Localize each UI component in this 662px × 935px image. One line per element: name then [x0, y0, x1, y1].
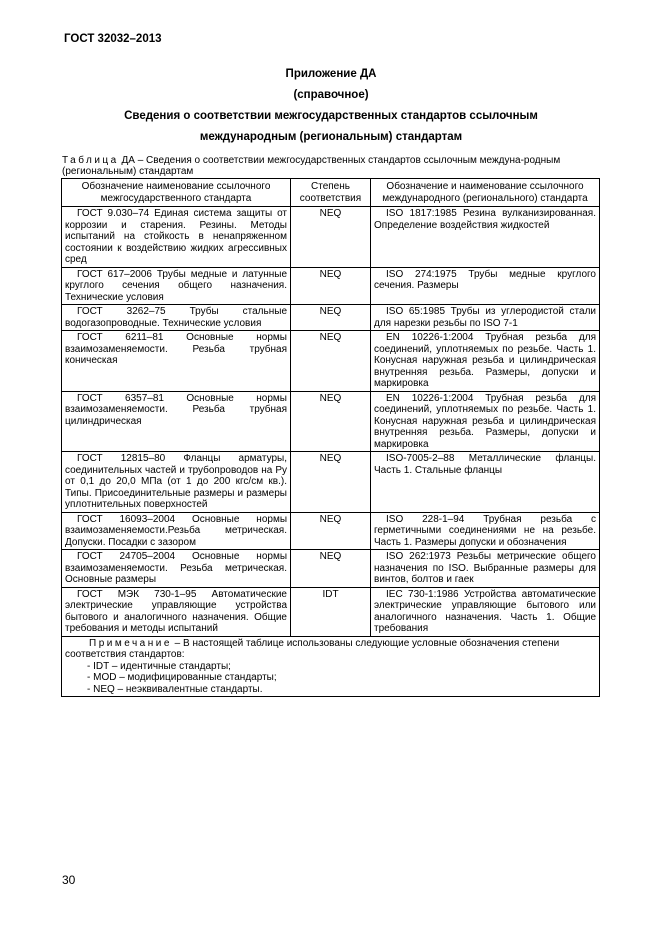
- intl-cell: [371, 550, 600, 588]
- table-note: [62, 636, 600, 697]
- header-gost: Обозначение наименование ссылочного межгосударственного стандарта: [62, 179, 291, 207]
- note-item-mod: - MOD – модифицированные стандарты;: [87, 672, 277, 683]
- intl-cell: [371, 331, 600, 392]
- table-row: [62, 512, 600, 550]
- document-header: ГОСТ 32032–2013: [64, 33, 162, 45]
- intl-cell: [371, 207, 600, 268]
- table-header-row: [62, 179, 600, 207]
- gost-cell: [62, 391, 291, 452]
- gost-text: ГОСТ 6211–81 Основные нормы взаимозаменяемости. Резьба трубная коническая: [65, 332, 287, 366]
- gost-cell: [62, 550, 291, 588]
- appendix-heading: [0, 64, 662, 148]
- gost-cell: [62, 512, 291, 550]
- note-item-neq: - NEQ – неэквивалентные стандарты.: [87, 683, 263, 695]
- gost-text: ГОСТ 24705–2004 Основные нормы взаимозаменяемости. Резьба метрическая. Основные размеры: [65, 551, 287, 585]
- note-item-idt: - IDT – идентичные стандарты;: [87, 660, 231, 672]
- appendix-subtitle: (справочное): [293, 89, 369, 101]
- gost-text: ГОСТ МЭК 730-1–95 Автоматические электрические управляющие устройства бытового и аналогичного назначения. Общие требования и методы испытаний: [65, 588, 287, 634]
- degree-cell: NEQ: [291, 331, 371, 392]
- intl-text: ISO 65:1985 Трубы из углеродистой стали для нарезки резьбы по ISO 7-1: [374, 306, 596, 329]
- degree-cell: IDT: [291, 587, 371, 636]
- degree-cell: NEQ: [291, 391, 371, 452]
- appendix-heading-line2: международным (региональным) стандартам: [199, 131, 463, 143]
- intl-text: ISO 228-1–94 Трубная резьба с герметичными соединениями не на резьбе. Часть 1. Размеры допуски и обозначения: [374, 513, 596, 548]
- intl-cell: [371, 305, 600, 331]
- degree-cell: NEQ: [291, 512, 371, 550]
- table-row: [62, 587, 600, 636]
- gost-cell: [62, 587, 291, 636]
- table-row: [62, 331, 600, 392]
- table-caption-text: ДА – Сведения о соответствии межгосударственных стандартов ссылочным междуна-родным (региональным) стандартам: [62, 155, 561, 177]
- gost-cell: [62, 331, 291, 392]
- note-label: Примечание: [89, 637, 172, 649]
- table-caption: [62, 155, 602, 177]
- table-row: [62, 207, 600, 268]
- gost-cell: [62, 267, 291, 305]
- table-row: [62, 452, 600, 513]
- gost-text: ГОСТ 617–2006 Трубы медные и латунные круглого сечения общего назначения. Технические условия: [65, 268, 287, 303]
- degree-cell: NEQ: [291, 305, 371, 331]
- note-text: – В настоящей таблице использованы следующие условные обозначения степени соответствия стандартов:: [65, 637, 560, 660]
- intl-text: EN 10226-1:2004 Трубная резьба для соединений, уплотняемых по резьбе. Часть 1. Конусная наружная резьба и цилиндрическая внутренняя резьба. Размеры, допуски и маркировка: [374, 392, 596, 450]
- gost-cell: [62, 207, 291, 268]
- table-row: [62, 550, 600, 588]
- intl-cell: [371, 587, 600, 636]
- table-row: [62, 391, 600, 452]
- intl-text: ISO-7005-2–88 Металлические фланцы. Часть 1. Стальные фланцы: [374, 453, 596, 476]
- gost-cell: [62, 305, 291, 331]
- gost-text: ГОСТ 6357–81 Основные нормы взаимозаменяемости. Резьба трубная цилиндрическая: [65, 392, 287, 427]
- degree-cell: NEQ: [291, 207, 371, 268]
- table-caption-label: Таблица: [62, 155, 119, 166]
- gost-text: ГОСТ 16093–2004 Основные нормы взаимозаменяемости.Резьба метрическая. Допуски. Посадки с зазором: [65, 513, 287, 548]
- appendix-heading-line1: Сведения о соответствии межгосударственных стандартов ссылочным: [124, 110, 538, 122]
- intl-cell: [371, 391, 600, 452]
- intl-cell: [371, 512, 600, 550]
- degree-cell: NEQ: [291, 550, 371, 588]
- intl-text: ISO 1817:1985 Резина вулканизированная. Определение воздействия жидкостей: [374, 208, 596, 231]
- intl-text: IEC 730-1:1986 Устройства автоматические электрические управляющие бытового или аналогичного назначения. Часть 1. Общие требования: [374, 588, 596, 634]
- note-row: [62, 636, 600, 697]
- intl-text: ISO 274:1975 Трубы медные круглого сечения. Размеры: [374, 268, 596, 291]
- page-number: 30: [62, 873, 76, 887]
- degree-cell: NEQ: [291, 452, 371, 513]
- appendix-title: Приложение ДА: [285, 68, 377, 80]
- degree-cell: NEQ: [291, 267, 371, 305]
- header-intl: Обозначение и наименование ссылочного международного (регионального) стандарта: [371, 179, 600, 207]
- table-row: [62, 305, 600, 331]
- intl-text: EN 10226-1:2004 Трубная резьба для соединений, уплотняемых по резьбе. Часть 1. Конусная наружная резьба и цилиндрическая внутренняя резьба. Размеры, допуски и маркировка: [374, 332, 596, 389]
- gost-text: ГОСТ 9.030–74 Единая система защиты от коррозии и старения. Резины. Методы испытаний на стойкость в ненапряженном состоянии к воздействию жидких агрессивных сред: [65, 208, 287, 265]
- intl-cell: [371, 452, 600, 513]
- gost-text: ГОСТ 12815–80 Фланцы арматуры, соединительных частей и трубопроводов на Ру от 0,1 до 20,0 МПа (от 1 до 200 кгс/см кв.). Типы. Присоединительные размеры и размеры уплотнительных поверхностей: [65, 453, 287, 510]
- intl-cell: [371, 267, 600, 305]
- standards-table: [61, 178, 600, 697]
- table-row: [62, 267, 600, 305]
- intl-text: ISO 262:1973 Резьбы метрические общего назначения по ISO. Выбранные размеры для винтов, болтов и гаек: [374, 551, 596, 585]
- gost-cell: [62, 452, 291, 513]
- header-degree: Степень соответствия: [291, 179, 371, 207]
- gost-text: ГОСТ 3262–75 Трубы стальные водогазопроводные. Технические условия: [65, 306, 287, 329]
